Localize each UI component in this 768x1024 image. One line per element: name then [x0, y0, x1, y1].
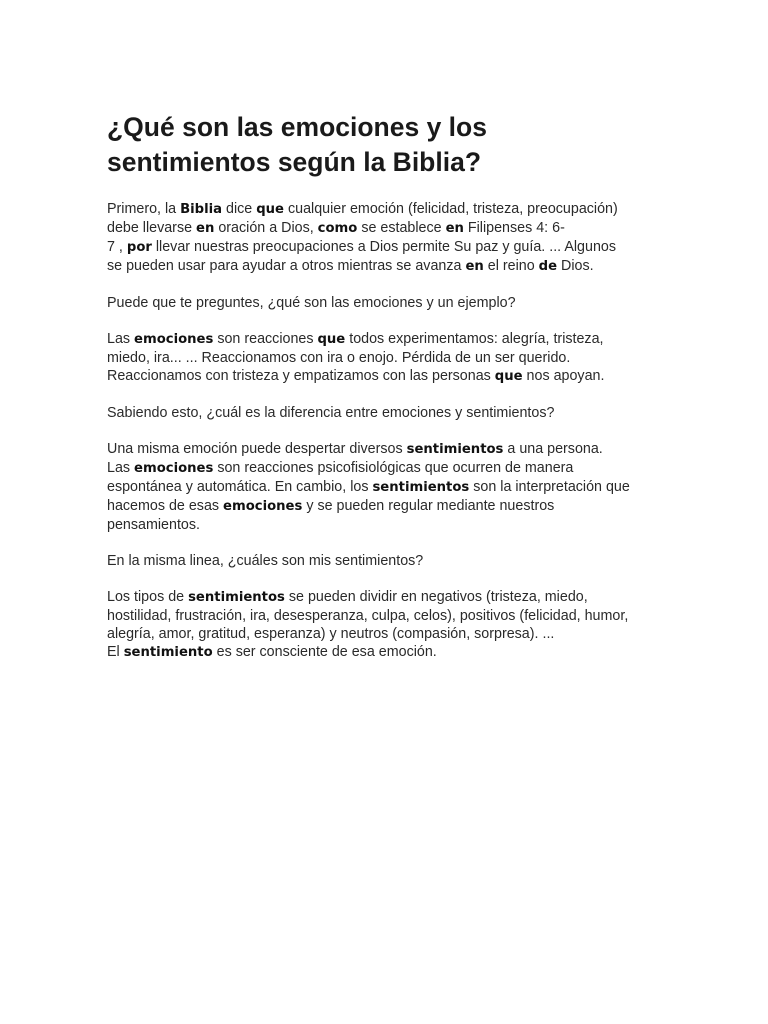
text-line [107, 625, 667, 643]
text-run: son la interpretación que [469, 479, 630, 495]
text-line [107, 294, 667, 312]
paragraph [107, 294, 667, 312]
text-line [107, 257, 667, 276]
text-run: dice [222, 201, 257, 217]
bold-term: sentimiento [123, 645, 213, 660]
bold-term: que [494, 369, 523, 384]
text-line [107, 404, 667, 422]
text-line [107, 238, 667, 257]
text-run: Los tipos de [107, 589, 189, 605]
bold-term: de [538, 259, 558, 274]
text-run: alegría, amor, gratitud, esperanza) y neutros (compasión, sorpresa). ... [107, 626, 555, 642]
text-run: Puede que te preguntes, ¿qué son las emociones y un ejemplo? [107, 295, 516, 311]
text-run: espontánea y automática. En cambio, los [107, 479, 373, 495]
text-run: a una persona. [503, 441, 603, 457]
text-line [107, 497, 667, 516]
bold-term: emociones [223, 499, 303, 514]
title-line: ¿Qué son las emociones y los [107, 112, 487, 142]
text-run: llevar nuestras preocupaciones a Dios permite Su paz y guía. ... Algunos [151, 239, 617, 255]
text-line [107, 349, 667, 367]
document-page [107, 110, 667, 680]
text-run: hacemos de esas [107, 498, 224, 514]
paragraph [107, 404, 667, 422]
text-run: el reino [483, 258, 539, 274]
bold-term: en [465, 259, 484, 274]
text-line [107, 367, 667, 386]
text-run: pensamientos. [107, 517, 200, 533]
text-run: debe llevarse [107, 220, 197, 236]
bold-term: sentimientos [372, 480, 470, 495]
text-run: Filipenses 4: 6- [463, 220, 565, 236]
text-run: son reacciones [213, 331, 318, 347]
text-run: se establece [357, 220, 446, 236]
bold-term: por [126, 240, 152, 255]
text-run: se pueden dividir en negativos (tristeza, miedo, [284, 589, 588, 605]
paragraph [107, 440, 667, 534]
text-run: oración a Dios, [214, 220, 318, 236]
text-line [107, 219, 667, 238]
paragraph [107, 330, 667, 386]
bold-term: sentimientos [406, 442, 504, 457]
text-line [107, 607, 667, 625]
text-line [107, 643, 667, 662]
body-text [107, 200, 667, 662]
text-run: miedo, ira... ... Reaccionamos con ira o enojo. Pérdida de un ser querido. [107, 350, 571, 366]
text-line [107, 588, 667, 607]
text-run: y se pueden regular mediante nuestros [302, 498, 555, 514]
paragraph [107, 552, 667, 570]
text-run: Reaccionamos con tristeza y empatizamos con las personas [107, 368, 495, 384]
text-run: se pueden usar para ayudar a otros mientras se avanza [107, 258, 466, 274]
text-run: es ser consciente de esa emoción. [212, 644, 437, 660]
paragraph [107, 200, 667, 276]
text-run: son reacciones psicofisiológicas que ocurren de manera [213, 460, 574, 476]
bold-term: en [196, 221, 215, 236]
paragraph [107, 588, 667, 662]
text-run: Primero, la [107, 201, 181, 217]
text-line [107, 200, 667, 219]
text-run: todos experimentamos: alegría, tristeza, [345, 331, 604, 347]
text-run: 7 , [107, 239, 127, 255]
text-run: Una misma emoción puede despertar diversos [107, 441, 407, 457]
text-line [107, 478, 667, 497]
text-line [107, 459, 667, 478]
text-run: En la misma linea, ¿cuáles son mis sentimientos? [107, 553, 424, 569]
bold-term: que [256, 202, 284, 217]
text-run: Sabiendo esto, ¿cuál es la diferencia entre emociones y sentimientos? [107, 405, 555, 421]
bold-term: emociones [134, 461, 214, 476]
text-run: Dios. [557, 258, 594, 274]
bold-term: en [445, 221, 464, 236]
text-run: nos apoyan. [522, 368, 605, 384]
text-line [107, 552, 667, 570]
text-run: cualquier emoción (felicidad, tristeza, preocupación) [284, 201, 618, 217]
bold-term: emociones [134, 332, 214, 347]
bold-term: Biblia [180, 202, 223, 217]
bold-term: que [317, 332, 346, 347]
text-run: El [107, 644, 124, 660]
text-line [107, 330, 667, 349]
bold-term: como [317, 221, 358, 236]
text-line [107, 440, 667, 459]
bold-term: sentimientos [188, 590, 285, 605]
text-run: hostilidad, frustración, ira, desesperanza, culpa, celos), positivos (felicidad, humor, [107, 608, 629, 624]
text-run: Las [107, 331, 135, 347]
title-line: sentimientos según la Biblia? [107, 147, 482, 177]
page-title [107, 110, 667, 180]
text-run: Las [107, 460, 135, 476]
text-line [107, 516, 667, 534]
